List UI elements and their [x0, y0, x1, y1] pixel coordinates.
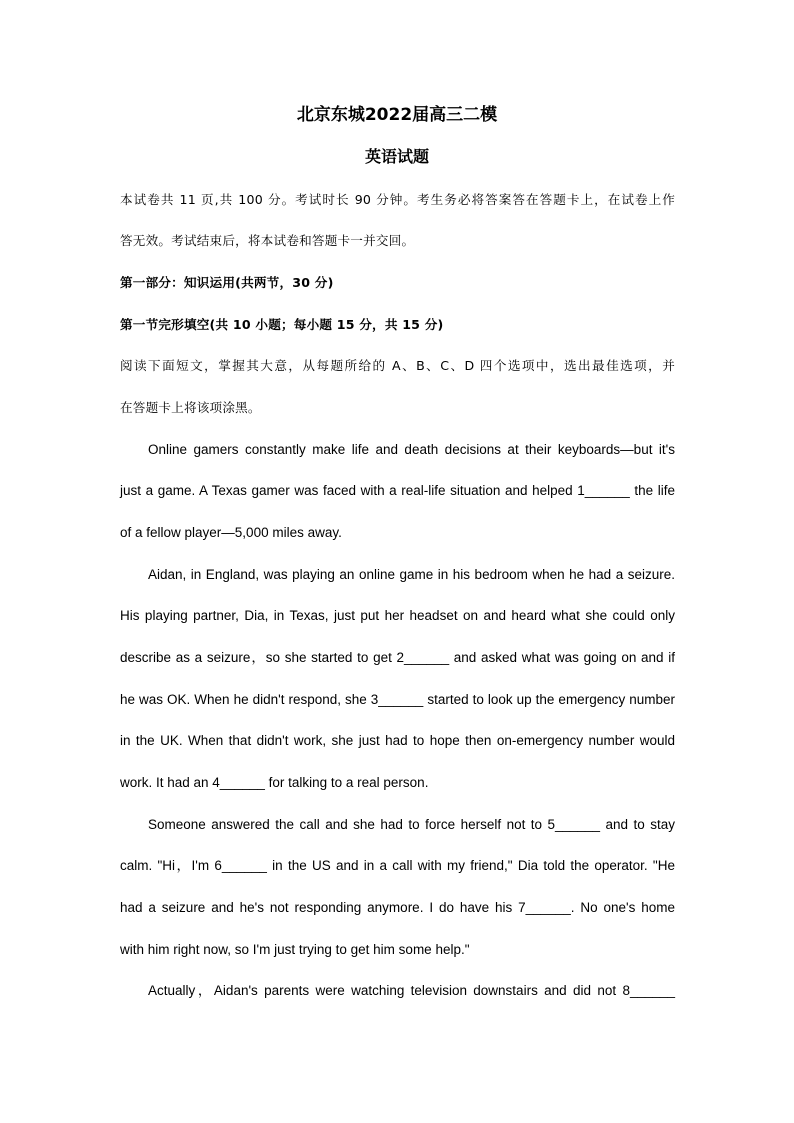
passage-line-9: work. It had an 4______ for talking to a real person. — [120, 775, 429, 790]
passage-line-2: just a game. A Texas gamer was faced with a real-life situation and helped 1______ the life — [120, 483, 675, 498]
passage-line-7: he was OK. When he didn't respond, she 3______ started to look up the emergency number — [120, 692, 675, 707]
passage-line-11: calm. "Hi，I'm 6______ in the US and in a call with my friend," Dia told the operator. "He — [120, 858, 675, 873]
directions-line-2: 在答题卡上将该项涂黑。 — [120, 400, 261, 415]
instruction-line-2: 答无效。考试结束后，将本试卷和答题卡一并交回。 — [120, 233, 415, 248]
passage-line-8: in the UK. When that didn't work, she just had to hope then on-emergency number would — [120, 733, 675, 748]
passage-line-4: Aidan, in England, was playing an online game in his bedroom when he had a seizure. — [148, 567, 675, 582]
section-heading: 第一节完形填空(共 10 小题；每小题 15 分，共 15 分) — [120, 317, 444, 332]
passage-line-5: His playing partner, Dia, in Texas, just put her headset on and heard what she could only — [120, 608, 675, 623]
part-heading: 第一部分：知识运用(共两节，30 分) — [120, 275, 334, 290]
passage-line-10: Someone answered the call and she had to force herself not to 5______ and to stay — [148, 817, 675, 832]
passage-line-6: describe as a seizure，so she started to get 2______ and asked what was going on and if — [120, 650, 675, 665]
exam-subtitle: 英语试题 — [364, 147, 429, 166]
passage-line-1: Online gamers constantly make life and death decisions at their keyboards—but it's — [148, 442, 675, 457]
passage-line-14: Actually，Aidan's parents were watching television downstairs and did not 8______ — [148, 983, 675, 998]
directions-line-1: 阅读下面短文，掌握其大意，从每题所给的 A、B、C、D 四个选项中，选出最佳选项，并 — [120, 358, 675, 373]
exam-title: 北京东城2022届高三二模 — [296, 105, 498, 125]
passage-line-13: with him right now, so I'm just trying to get him some help." — [120, 942, 470, 957]
passage-line-12: had a seizure and he's not responding anymore. I do have his 7______. No one's home — [120, 900, 675, 915]
passage-line-3: of a fellow player—5,000 miles away. — [120, 525, 342, 540]
instruction-line-1: 本试卷共 11 页,共 100 分。考试时长 90 分钟。考生务必将答案答在答题卡上，在试卷上作 — [120, 192, 675, 207]
